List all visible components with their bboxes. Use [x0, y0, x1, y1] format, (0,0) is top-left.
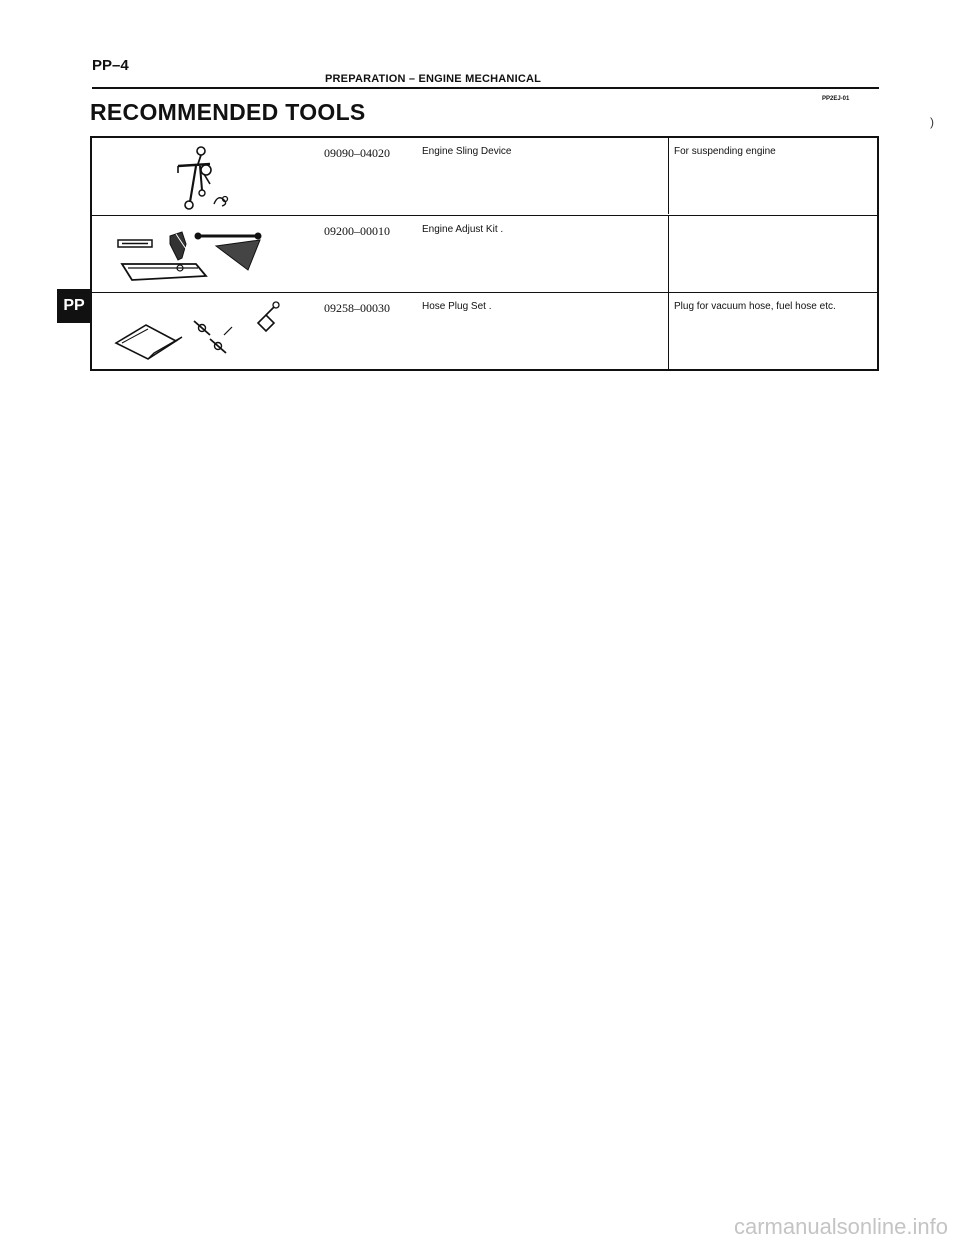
tool-use: For suspending engine — [674, 146, 776, 157]
recommended-tools-table — [90, 136, 879, 371]
part-number: 09090–04020 — [324, 146, 390, 160]
page-code: PP–4 — [92, 57, 129, 74]
column-divider — [668, 216, 669, 292]
engine-adjust-kit-illustration — [98, 218, 298, 290]
part-number: 09200–00010 — [324, 224, 390, 238]
section-tab-marker: PP — [57, 289, 91, 323]
engine-sling-device-illustration — [98, 140, 298, 212]
tool-name: Engine Sling Device — [422, 146, 512, 157]
column-divider — [668, 293, 669, 369]
watermark: carmanualsonline.info — [733, 1214, 948, 1239]
tool-use: Plug for vacuum hose, fuel hose etc. — [674, 301, 836, 312]
document-code: PP2EJ-01 — [822, 96, 850, 102]
tool-name: Engine Adjust Kit . — [422, 224, 504, 235]
hose-plug-set-illustration — [98, 295, 298, 367]
tool-name: Hose Plug Set . — [422, 301, 492, 312]
part-number: 09258–00030 — [324, 301, 390, 315]
table-row — [92, 138, 877, 214]
header-rule — [92, 87, 879, 89]
table-row — [92, 215, 877, 292]
margin-mark: ) — [930, 115, 934, 129]
running-title: PREPARATION – ENGINE MECHANICAL — [325, 73, 542, 85]
section-title: RECOMMENDED TOOLS — [90, 99, 366, 125]
table-row — [92, 292, 877, 369]
column-divider — [668, 138, 669, 214]
